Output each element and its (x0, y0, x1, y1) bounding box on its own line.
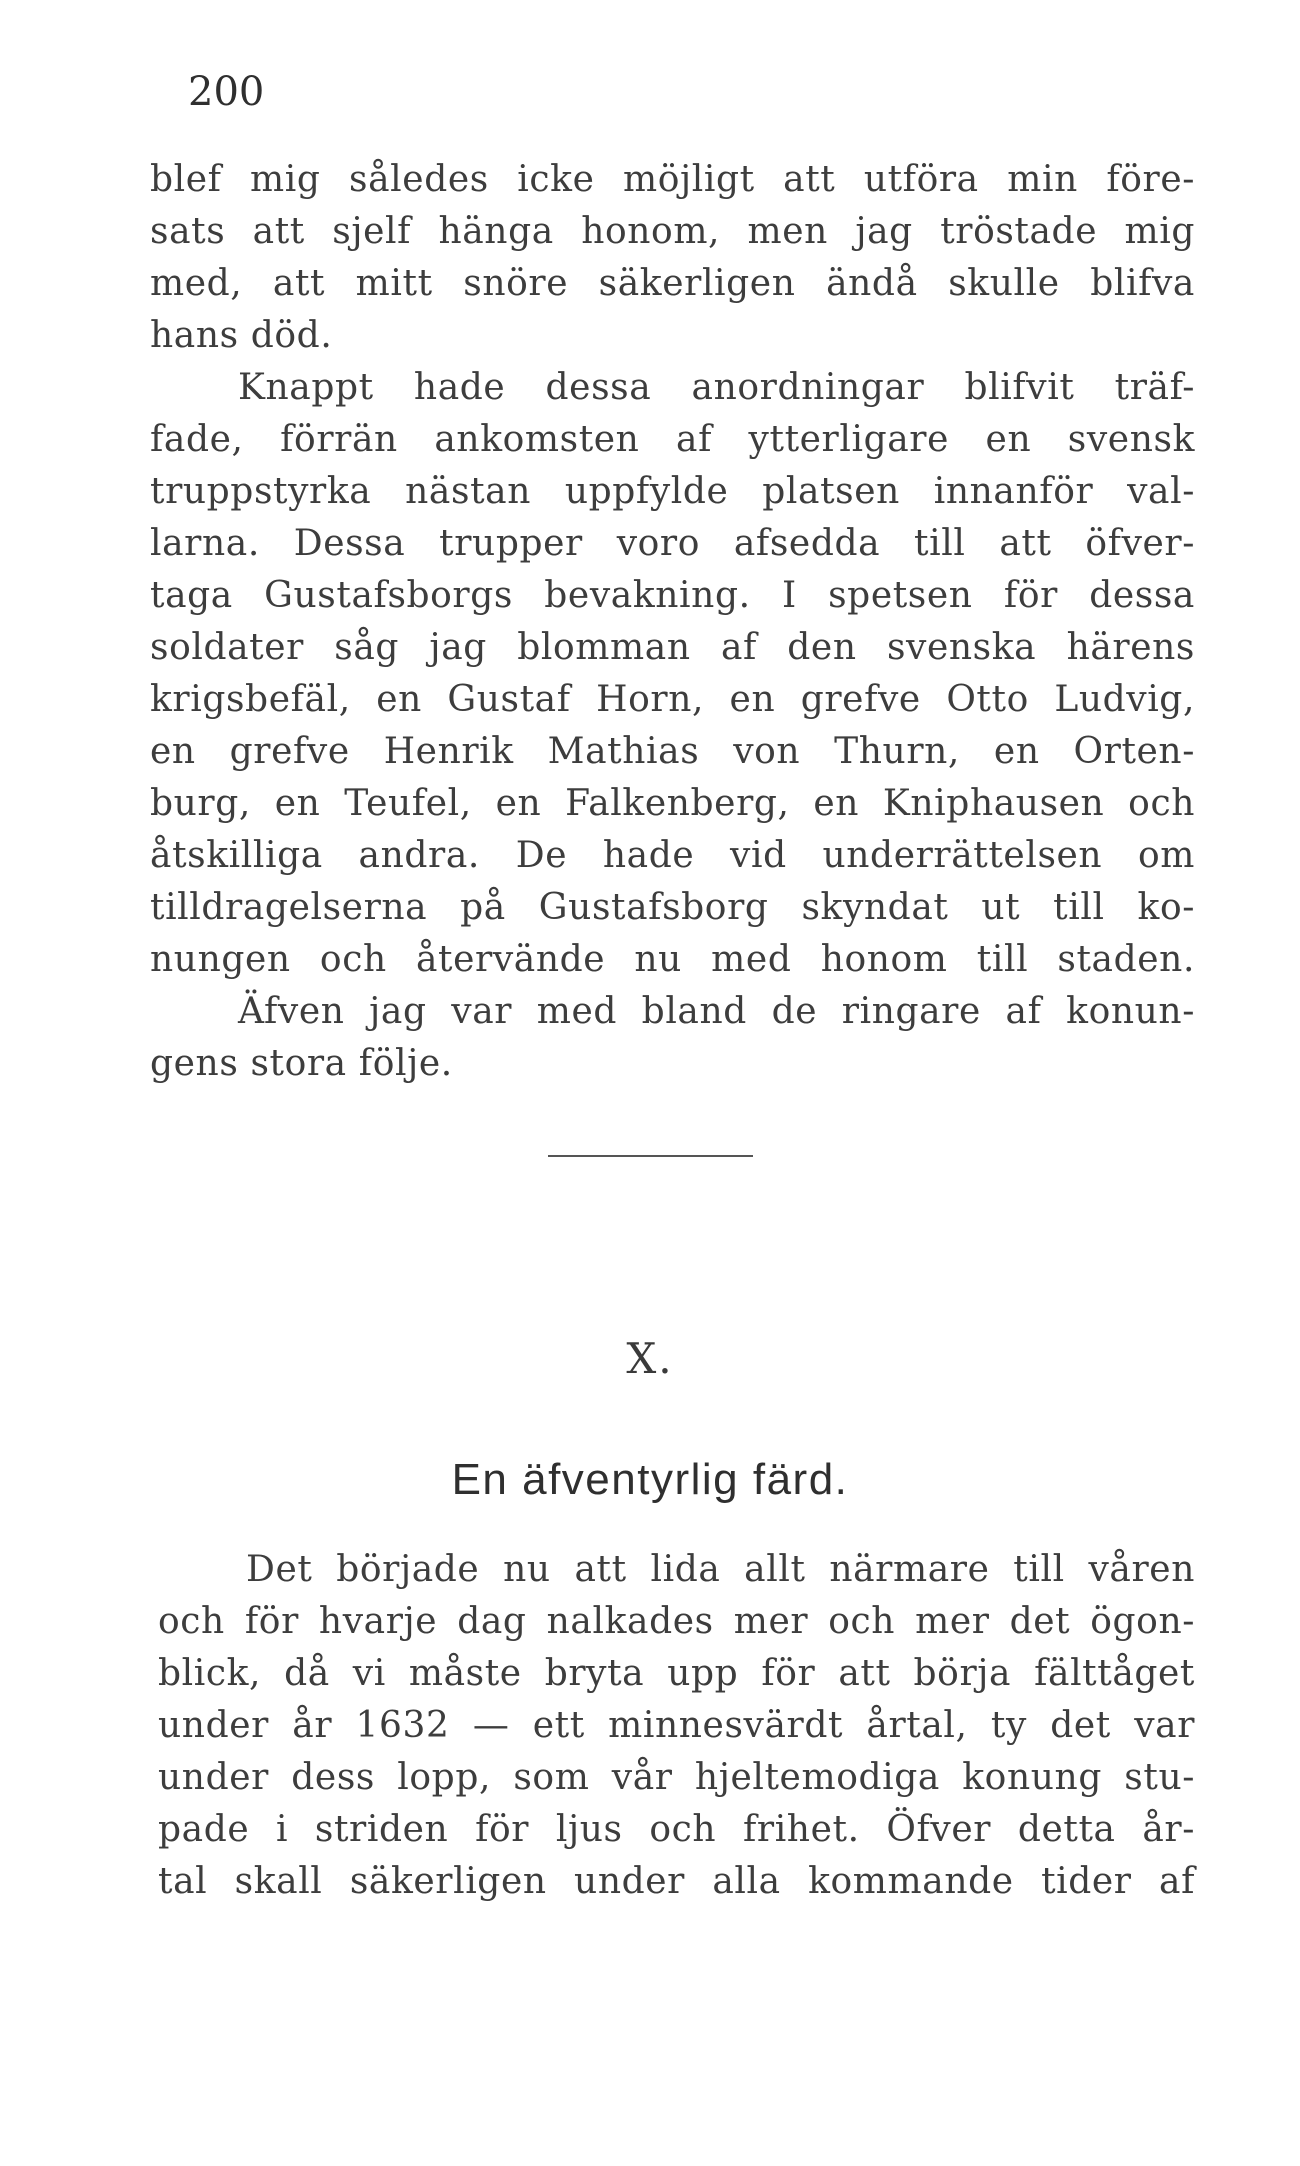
text-line: med, att mitt snöre säkerligen ändå skulle blifva (150, 263, 1195, 304)
text-line: blef mig således icke möjligt att utföra min före- (150, 159, 1195, 200)
text-line: åtskilliga andra. De hade vid underrättelsen om (150, 835, 1195, 876)
text-line: under dess lopp, som vår hjeltemodiga konung stu- (158, 1757, 1195, 1798)
chapter-title: En äfventyrlig färd. (451, 1455, 849, 1504)
text-line: pade i striden för ljus och frihet. Öfver detta år- (158, 1809, 1195, 1850)
text-line: nungen och återvände nu med honom till staden. (150, 939, 1195, 980)
text-line: en grefve Henrik Mathias von Thurn, en Orten- (150, 731, 1195, 772)
paragraph-1 (150, 154, 1195, 1090)
text-line: taga Gustafsborgs bevakning. I spetsen för dessa (150, 575, 1195, 616)
paragraph-2 (158, 1544, 1195, 1908)
text-line: truppstyrka nästan uppfylde platsen innanför val- (150, 471, 1195, 512)
text-line: Knappt hade dessa anordningar blifvit träf- (238, 367, 1195, 408)
chapter-number: X. (626, 1334, 674, 1383)
text-line: tilldragelserna på Gustafsborg skyndat ut till ko- (150, 887, 1195, 928)
text-line: tal skall säkerligen under alla kommande tider af (158, 1861, 1195, 1902)
text-line: larna. Dessa trupper voro afsedda till att öfver- (150, 523, 1195, 564)
text-line: Det började nu att lida allt närmare till våren (246, 1549, 1195, 1590)
text-line: blick, då vi måste bryta upp för att börja fälttåget (158, 1653, 1195, 1694)
page-number: 200 (188, 69, 265, 115)
text-line: fade, förrän ankomsten af ytterligare en svensk (150, 419, 1195, 460)
text-line: burg, en Teufel, en Falkenberg, en Kniphausen och (150, 783, 1195, 824)
text-line: och för hvarje dag nalkades mer och mer det ögon- (158, 1601, 1195, 1642)
text-line: soldater såg jag blomman af den svenska härens (150, 627, 1195, 668)
text-line: under år 1632 — ett minnesvärdt årtal, ty det var (158, 1705, 1195, 1746)
text-line: gens stora följe. (150, 1043, 453, 1084)
text-line: Äfven jag var med bland de ringare af konun- (238, 991, 1195, 1032)
text-line: sats att sjelf hänga honom, men jag tröstade mig (150, 211, 1195, 252)
text-line: krigsbefäl, en Gustaf Horn, en grefve Otto Ludvig, (150, 679, 1195, 720)
section-divider (548, 1155, 753, 1157)
text-line: hans död. (150, 315, 333, 356)
